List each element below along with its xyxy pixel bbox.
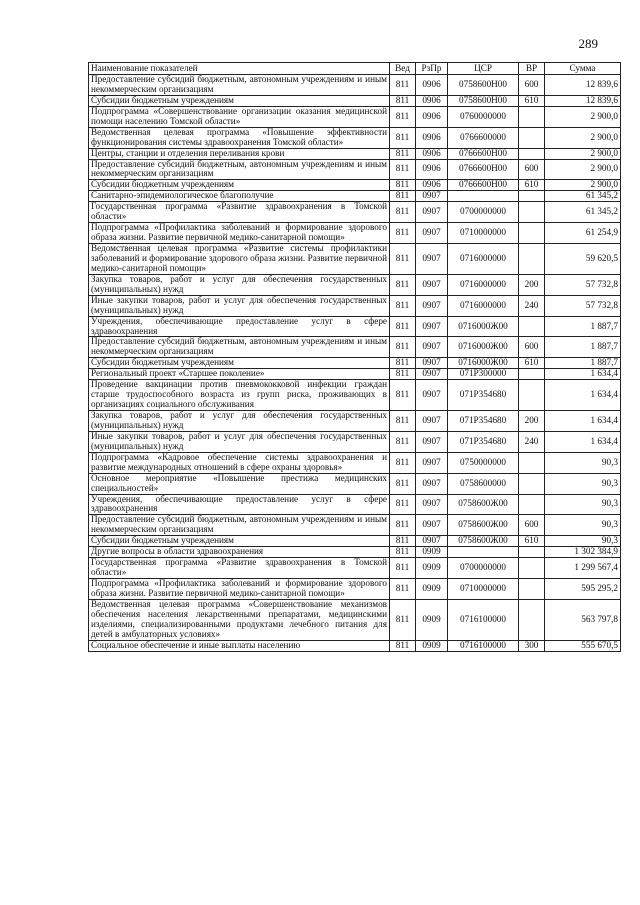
table-row [89, 579, 621, 600]
cell-ved: 811 [390, 75, 416, 96]
cell-sum: 90,3 [545, 494, 621, 515]
cell-rzpr: 0907 [416, 316, 448, 337]
cell-csr: 0716000000 [448, 295, 519, 316]
cell-ved: 811 [390, 180, 416, 191]
cell-ved: 811 [390, 431, 416, 452]
table-row [89, 515, 621, 536]
cell-csr [448, 547, 519, 558]
cell-vr [519, 599, 545, 640]
cell-ved: 811 [390, 95, 416, 106]
cell-csr: 071Р354680 [448, 380, 519, 411]
cell-rzpr: 0907 [416, 515, 448, 536]
table-row [89, 599, 621, 640]
cell-rzpr: 0907 [416, 452, 448, 473]
cell-vr: 600 [519, 515, 545, 536]
cell-csr: 0758600Ж00 [448, 536, 519, 547]
cell-vr [519, 369, 545, 380]
cell-sum: 555 670,5 [545, 640, 621, 651]
cell-name: Предоставление субсидий бюджетным, автономным учреждениям и иным некоммерческим организациям [89, 515, 390, 536]
cell-ved: 811 [390, 274, 416, 295]
cell-name: Предоставление субсидий бюджетным, автономным учреждениям и иным некоммерческим организациям [89, 159, 390, 180]
cell-sum: 90,3 [545, 473, 621, 494]
cell-vr [519, 547, 545, 558]
cell-vr: 610 [519, 180, 545, 191]
cell-name: Основное мероприятие «Повышение престижа медицинских специальностей» [89, 473, 390, 494]
cell-ved: 811 [390, 599, 416, 640]
cell-rzpr: 0907 [416, 494, 448, 515]
header-ved: Вед [390, 63, 416, 75]
cell-rzpr: 0909 [416, 558, 448, 579]
cell-sum: 59 620,5 [545, 244, 621, 275]
cell-ved: 811 [390, 380, 416, 411]
cell-sum: 61 345,2 [545, 202, 621, 223]
cell-csr: 071Р300000 [448, 369, 519, 380]
cell-name: Подпрограмма «Профилактика заболеваний и формирование здорового образа жизни. Развитие первичной медико-санитарной помощи» [89, 579, 390, 600]
cell-name: Подпрограмма «Совершенствование организации оказания медицинской помощи населению Томской области» [89, 106, 390, 127]
table-row [89, 369, 621, 380]
header-vr: ВР [519, 63, 545, 75]
cell-vr [519, 316, 545, 337]
cell-csr: 0716000000 [448, 274, 519, 295]
cell-sum: 563 797,8 [545, 599, 621, 640]
cell-sum: 1 634,4 [545, 380, 621, 411]
cell-sum: 2 900,0 [545, 159, 621, 180]
cell-ved: 811 [390, 316, 416, 337]
cell-sum: 595 295,2 [545, 579, 621, 600]
cell-csr: 0758600Н00 [448, 95, 519, 106]
cell-vr [519, 473, 545, 494]
cell-sum: 1 302 384,9 [545, 547, 621, 558]
cell-sum: 1 634,4 [545, 411, 621, 432]
cell-vr: 240 [519, 431, 545, 452]
cell-sum: 12 839,6 [545, 75, 621, 96]
cell-sum: 61 345,2 [545, 191, 621, 202]
cell-sum: 90,3 [545, 452, 621, 473]
cell-sum: 2 900,0 [545, 180, 621, 191]
cell-ved: 811 [390, 295, 416, 316]
cell-name: Закупка товаров, работ и услуг для обеспечения государственных (муниципальных) нужд [89, 411, 390, 432]
cell-sum: 12 839,6 [545, 95, 621, 106]
table-row [89, 180, 621, 191]
cell-ved: 811 [390, 202, 416, 223]
cell-name: Субсидии бюджетным учреждениям [89, 358, 390, 369]
cell-name: Субсидии бюджетным учреждениям [89, 180, 390, 191]
header-sum: Сумма [545, 63, 621, 75]
cell-csr: 0766600Н00 [448, 159, 519, 180]
cell-name: Государственная программа «Развитие здравоохранения в Томской области» [89, 202, 390, 223]
cell-rzpr: 0907 [416, 358, 448, 369]
cell-rzpr: 0906 [416, 106, 448, 127]
cell-name: Субсидии бюджетным учреждениям [89, 95, 390, 106]
table-row [89, 316, 621, 337]
cell-csr [448, 191, 519, 202]
cell-name: Предоставление субсидий бюджетным, автономным учреждениям и иным некоммерческим организациям [89, 337, 390, 358]
cell-ved: 811 [390, 452, 416, 473]
cell-ved: 811 [390, 127, 416, 148]
cell-sum: 90,3 [545, 536, 621, 547]
table-row [89, 640, 621, 651]
cell-name: Ведомственная целевая программа «Повышение эффективности функционирования системы здравоохранения Томской области» [89, 127, 390, 148]
cell-rzpr: 0907 [416, 202, 448, 223]
cell-name: Социальное обеспечение и иные выплаты населению [89, 640, 390, 651]
cell-name: Иные закупки товаров, работ и услуг для обеспечения государственных (муниципальных) нужд [89, 431, 390, 452]
cell-csr: 0710000000 [448, 579, 519, 600]
cell-name: Ведомственная целевая программа «Развитие системы профилактики заболеваний и формирование здорового образа жизни. Развитие первичной медико-санитарной помощи» [89, 244, 390, 275]
table-row [89, 75, 621, 96]
cell-ved: 811 [390, 358, 416, 369]
budget-table [88, 62, 621, 652]
table-row [89, 411, 621, 432]
cell-name: Учреждения, обеспечивающие предоставление услуг в сфере здравоохранения [89, 316, 390, 337]
cell-csr: 0766600Н00 [448, 148, 519, 159]
cell-vr: 200 [519, 274, 545, 295]
cell-name: Субсидии бюджетным учреждениям [89, 536, 390, 547]
cell-ved: 811 [390, 494, 416, 515]
cell-ved: 811 [390, 536, 416, 547]
cell-name: Ведомственная целевая программа «Совершенствование механизмов обеспечения населения лекарственными препаратами, медицинскими изделиями, специализированными продуктами лечебного питания для детей в амбулаторных условиях» [89, 599, 390, 640]
header-name: Наименование показателей [89, 63, 390, 75]
table-row [89, 536, 621, 547]
cell-rzpr: 0909 [416, 547, 448, 558]
cell-ved: 811 [390, 473, 416, 494]
cell-name: Государственная программа «Развитие здравоохранения в Томской области» [89, 558, 390, 579]
header-rzpr: РзПр [416, 63, 448, 75]
cell-vr: 300 [519, 640, 545, 651]
cell-name: Проведение вакцинации против пневмококковой инфекции граждан старше трудоспособного возраста из групп риска, проживающих в организациях социального обслуживания [89, 380, 390, 411]
cell-csr: 0716100000 [448, 640, 519, 651]
cell-name: Другие вопросы в области здравоохранения [89, 547, 390, 558]
table-row [89, 191, 621, 202]
table-row [89, 380, 621, 411]
cell-csr: 0716000000 [448, 244, 519, 275]
cell-ved: 811 [390, 223, 416, 244]
cell-rzpr: 0907 [416, 295, 448, 316]
table-header-row [89, 63, 621, 75]
cell-rzpr: 0906 [416, 148, 448, 159]
cell-vr [519, 244, 545, 275]
cell-csr: 0758600000 [448, 473, 519, 494]
cell-vr [519, 223, 545, 244]
table-row [89, 244, 621, 275]
cell-csr: 0766600000 [448, 127, 519, 148]
cell-csr: 0766600Н00 [448, 180, 519, 191]
cell-sum: 1 887,7 [545, 337, 621, 358]
table-row [89, 106, 621, 127]
cell-ved: 811 [390, 244, 416, 275]
cell-rzpr: 0907 [416, 337, 448, 358]
cell-csr: 0716000Ж00 [448, 358, 519, 369]
cell-name: Центры, станции и отделения переливания крови [89, 148, 390, 159]
cell-name: Предоставление субсидий бюджетным, автономным учреждениям и иным некоммерческим организациям [89, 75, 390, 96]
cell-csr: 071Р354680 [448, 411, 519, 432]
cell-sum: 90,3 [545, 515, 621, 536]
table-row [89, 295, 621, 316]
cell-name: Закупка товаров, работ и услуг для обеспечения государственных (муниципальных) нужд [89, 274, 390, 295]
cell-ved: 811 [390, 337, 416, 358]
cell-rzpr: 0907 [416, 411, 448, 432]
cell-rzpr: 0907 [416, 191, 448, 202]
table-row [89, 95, 621, 106]
cell-csr: 0716000Ж00 [448, 337, 519, 358]
table-row [89, 337, 621, 358]
cell-sum: 57 732,8 [545, 274, 621, 295]
page-number: 289 [578, 36, 598, 51]
cell-csr: 071Р354680 [448, 431, 519, 452]
cell-csr: 0700000000 [448, 202, 519, 223]
cell-csr: 0700000000 [448, 558, 519, 579]
cell-vr [519, 106, 545, 127]
cell-vr: 240 [519, 295, 545, 316]
cell-rzpr: 0909 [416, 640, 448, 651]
cell-csr: 0760000000 [448, 106, 519, 127]
cell-rzpr: 0906 [416, 127, 448, 148]
cell-rzpr: 0907 [416, 473, 448, 494]
cell-ved: 811 [390, 191, 416, 202]
table-row [89, 358, 621, 369]
cell-rzpr: 0907 [416, 244, 448, 275]
cell-ved: 811 [390, 579, 416, 600]
cell-rzpr: 0907 [416, 223, 448, 244]
cell-vr: 600 [519, 75, 545, 96]
cell-rzpr: 0907 [416, 431, 448, 452]
cell-vr [519, 148, 545, 159]
cell-vr [519, 127, 545, 148]
cell-rzpr: 0906 [416, 159, 448, 180]
cell-ved: 811 [390, 411, 416, 432]
cell-sum: 1 634,4 [545, 369, 621, 380]
cell-rzpr: 0907 [416, 536, 448, 547]
cell-vr [519, 380, 545, 411]
table-row [89, 159, 621, 180]
cell-rzpr: 0909 [416, 579, 448, 600]
table-row [89, 473, 621, 494]
cell-vr: 610 [519, 358, 545, 369]
cell-vr [519, 579, 545, 600]
cell-sum: 1 887,7 [545, 316, 621, 337]
cell-vr [519, 202, 545, 223]
cell-sum: 1 887,7 [545, 358, 621, 369]
cell-ved: 811 [390, 547, 416, 558]
cell-rzpr: 0907 [416, 369, 448, 380]
table-row [89, 274, 621, 295]
cell-csr: 0750000000 [448, 452, 519, 473]
table-row [89, 431, 621, 452]
table-row [89, 202, 621, 223]
table-row [89, 223, 621, 244]
cell-rzpr: 0906 [416, 95, 448, 106]
cell-sum: 2 900,0 [545, 127, 621, 148]
cell-rzpr: 0906 [416, 180, 448, 191]
cell-ved: 811 [390, 515, 416, 536]
cell-ved: 811 [390, 159, 416, 180]
header-csr: ЦСР [448, 63, 519, 75]
cell-rzpr: 0907 [416, 274, 448, 295]
cell-csr: 0758600Ж00 [448, 515, 519, 536]
table-body [89, 75, 621, 652]
cell-sum: 61 254,9 [545, 223, 621, 244]
cell-ved: 811 [390, 369, 416, 380]
cell-sum: 1 634,4 [545, 431, 621, 452]
cell-sum: 1 299 567,4 [545, 558, 621, 579]
cell-vr: 600 [519, 159, 545, 180]
cell-name: Региональный проект «Старшее поколение» [89, 369, 390, 380]
cell-name: Подпрограмма «Профилактика заболеваний и формирование здорового образа жизни. Развитие первичной медико-санитарной помощи» [89, 223, 390, 244]
cell-vr: 200 [519, 411, 545, 432]
table-row [89, 127, 621, 148]
cell-csr: 0716100000 [448, 599, 519, 640]
cell-vr [519, 494, 545, 515]
cell-rzpr: 0906 [416, 75, 448, 96]
cell-ved: 811 [390, 106, 416, 127]
cell-vr: 610 [519, 95, 545, 106]
cell-rzpr: 0907 [416, 380, 448, 411]
cell-rzpr: 0909 [416, 599, 448, 640]
cell-ved: 811 [390, 558, 416, 579]
cell-vr [519, 558, 545, 579]
table-row [89, 452, 621, 473]
cell-name: Санитарно-эпидемиологическое благополучие [89, 191, 390, 202]
cell-ved: 811 [390, 640, 416, 651]
cell-vr: 600 [519, 337, 545, 358]
cell-csr: 0758600Н00 [448, 75, 519, 96]
cell-csr: 0758600Ж00 [448, 494, 519, 515]
cell-sum: 2 900,0 [545, 106, 621, 127]
cell-sum: 57 732,8 [545, 295, 621, 316]
table-row [89, 148, 621, 159]
cell-csr: 0710000000 [448, 223, 519, 244]
table-row [89, 558, 621, 579]
cell-vr [519, 191, 545, 202]
cell-name: Учреждения, обеспечивающие предоставление услуг в сфере здравоохранения [89, 494, 390, 515]
table-row [89, 547, 621, 558]
cell-vr: 610 [519, 536, 545, 547]
cell-csr: 0716000Ж00 [448, 316, 519, 337]
table-row [89, 494, 621, 515]
cell-ved: 811 [390, 148, 416, 159]
cell-name: Иные закупки товаров, работ и услуг для обеспечения государственных (муниципальных) нужд [89, 295, 390, 316]
cell-vr [519, 452, 545, 473]
cell-name: Подпрограмма «Кадровое обеспечение системы здравоохранения и развитие международных отношений в сфере охраны здоровья» [89, 452, 390, 473]
cell-sum: 2 900,0 [545, 148, 621, 159]
